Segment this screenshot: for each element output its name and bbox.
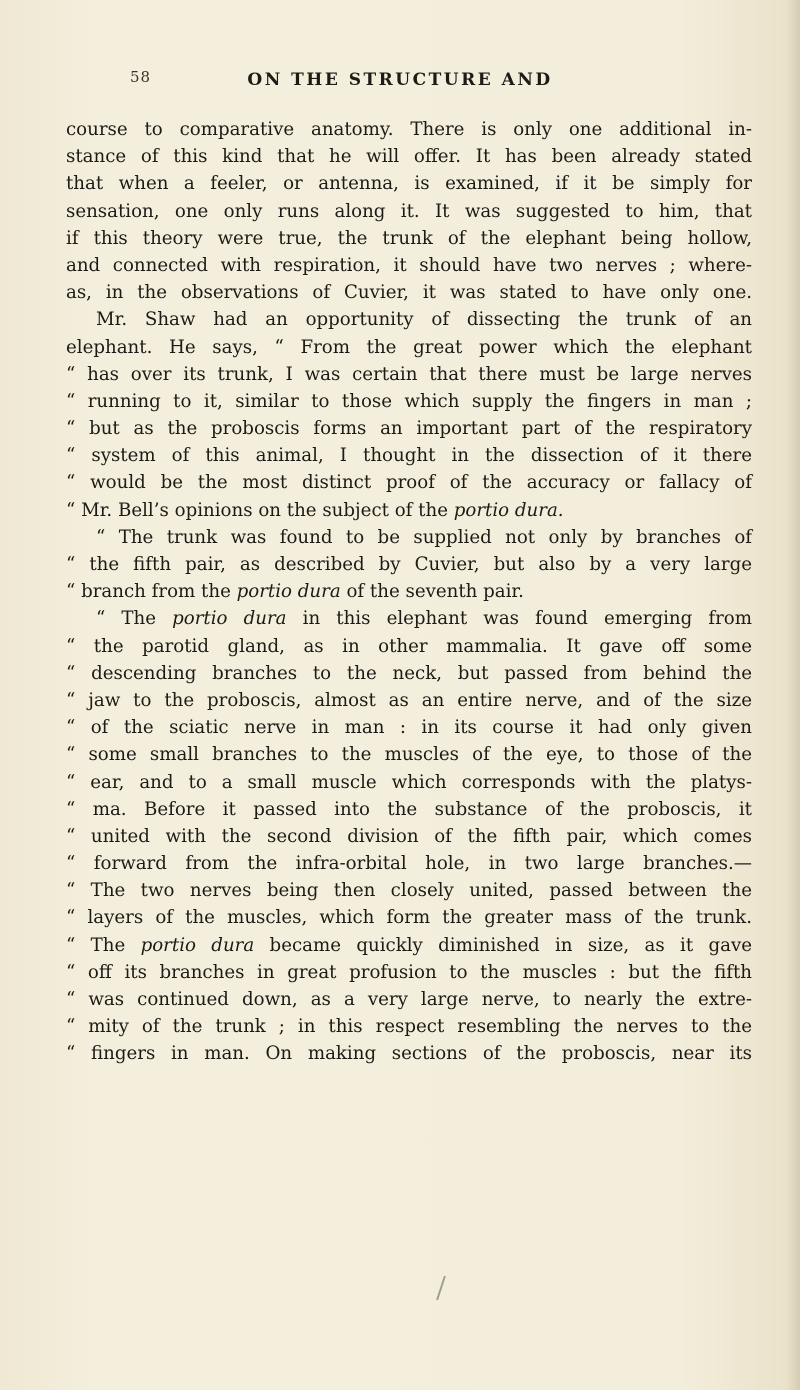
- text-line: [66, 823, 752, 850]
- line-text: course to comparative anatomy. There is only one additional in-: [66, 119, 752, 140]
- line-text: “ Mr. Bell’s opinions on the subject of the: [66, 499, 454, 521]
- line-text: “ the fifth pair, as described by Cuvier, but also by a very large: [66, 554, 752, 575]
- line-text: “ layers of the muscles, which form the greater mass of the trunk.: [66, 907, 752, 929]
- text-line: [66, 306, 752, 333]
- text-line: [66, 1013, 752, 1040]
- line-text: of the seventh pair.: [340, 581, 524, 603]
- text-line: [66, 225, 752, 252]
- line-text: “ jaw to the proboscis, almost as an entire nerve, and of the size: [66, 689, 752, 711]
- line-text: as, in the observations of Cuvier, it was stated to have only one.: [66, 282, 752, 304]
- line-text: “ would be the most distinct proof of the accuracy or fallacy of: [66, 472, 752, 494]
- text-line: [66, 932, 752, 959]
- line-text: “ branch from the: [66, 581, 237, 603]
- text-line: [66, 687, 752, 714]
- italic-term: portio dura: [172, 608, 287, 630]
- line-text: “ but as the proboscis forms an important part of the respiratory: [66, 418, 752, 440]
- page-header: [0, 68, 800, 98]
- line-text: “ ma. Before it passed into the substance of the proboscis, it: [66, 798, 752, 820]
- text-line: [66, 252, 752, 279]
- italic-term: portio dura.: [453, 499, 564, 521]
- text-line: [66, 116, 752, 143]
- line-text: “ The two nerves being then closely united, passed between the: [66, 880, 752, 902]
- text-line: [66, 904, 752, 931]
- text-line: [66, 1040, 752, 1067]
- line-text: stance of this kind that he will offer. It has been already stated: [66, 146, 752, 168]
- ink-mark: [436, 1276, 456, 1300]
- text-line: [66, 959, 752, 986]
- text-line: [66, 877, 752, 904]
- text-line: [66, 334, 752, 361]
- line-text: and connected with respiration, it should have two nerves ; where-: [66, 254, 752, 276]
- line-text: sensation, one only runs along it. It was suggested to him, that: [66, 200, 752, 222]
- body-text: [66, 116, 752, 1068]
- text-line: [66, 442, 752, 469]
- line-text: became quickly diminished in size, as it gave: [254, 934, 752, 956]
- italic-term: portio dura: [236, 581, 341, 603]
- text-line: [66, 578, 752, 605]
- line-text: “ The trunk was found to be supplied not only by branches of: [96, 526, 752, 548]
- text-line: [66, 415, 752, 442]
- text-line: [66, 497, 752, 524]
- line-text: elephant. He says, “ From the great power which the elephant: [66, 336, 752, 358]
- line-text: that when a feeler, or antenna, is examined, if it be simply for: [66, 173, 752, 195]
- text-line: [66, 388, 752, 415]
- line-text: “ fingers in man. On making sections of the proboscis, near its: [66, 1043, 752, 1065]
- text-line: [66, 986, 752, 1013]
- text-line: [66, 850, 752, 877]
- line-text: if this theory were true, the trunk of the elephant being hollow,: [66, 227, 752, 249]
- text-line: [66, 605, 752, 632]
- text-line: [66, 796, 752, 823]
- text-line: [66, 551, 752, 578]
- text-line: [66, 143, 752, 170]
- line-text: “ united with the second division of the fifth pair, which comes: [66, 825, 752, 847]
- running-head: ON THE STRUCTURE AND: [247, 70, 553, 90]
- line-text: “ off its branches in great profusion to the muscles : but the fifth: [66, 961, 752, 983]
- text-line: [66, 198, 752, 225]
- text-line: [66, 170, 752, 197]
- text-line: [66, 279, 752, 306]
- line-text: “ The: [96, 608, 173, 630]
- line-text: “ some small branches to the muscles of the eye, to those of the: [66, 744, 752, 766]
- text-line: [66, 524, 752, 551]
- text-line: [66, 361, 752, 388]
- text-line: [66, 741, 752, 768]
- page-edge-shadow: [786, 0, 800, 1390]
- italic-term: portio dura: [140, 934, 255, 956]
- line-text: “ was continued down, as a very large nerve, to nearly the extre-: [66, 989, 752, 1010]
- text-line: [66, 714, 752, 741]
- line-text: Mr. Shaw had an opportunity of dissecting the trunk of an: [96, 309, 752, 331]
- line-text: “ running to it, similar to those which supply the fingers in man ;: [66, 390, 752, 412]
- line-text: “ system of this animal, I thought in the dissection of it there: [66, 445, 752, 467]
- page-number: 58: [130, 68, 152, 86]
- line-text: “ has over its trunk, I was certain that there must be large nerves: [66, 363, 752, 385]
- line-text: “ descending branches to the neck, but passed from behind the: [66, 662, 752, 684]
- text-line: [66, 469, 752, 496]
- line-text: “ forward from the infra-orbital hole, in two large branches.—: [66, 853, 752, 875]
- line-text: “ mity of the trunk ; in this respect resembling the nerves to the: [66, 1016, 752, 1038]
- line-text: “ The: [66, 934, 141, 956]
- line-text: “ ear, and to a small muscle which corresponds with the platys-: [66, 771, 752, 793]
- line-text: “ the parotid gland, as in other mammalia. It gave off some: [66, 635, 752, 657]
- line-text: “ of the sciatic nerve in man : in its course it had only given: [66, 717, 752, 739]
- text-line: [66, 660, 752, 687]
- text-line: [66, 633, 752, 660]
- text-line: [66, 769, 752, 796]
- line-text: in this elephant was found emerging from: [286, 608, 752, 630]
